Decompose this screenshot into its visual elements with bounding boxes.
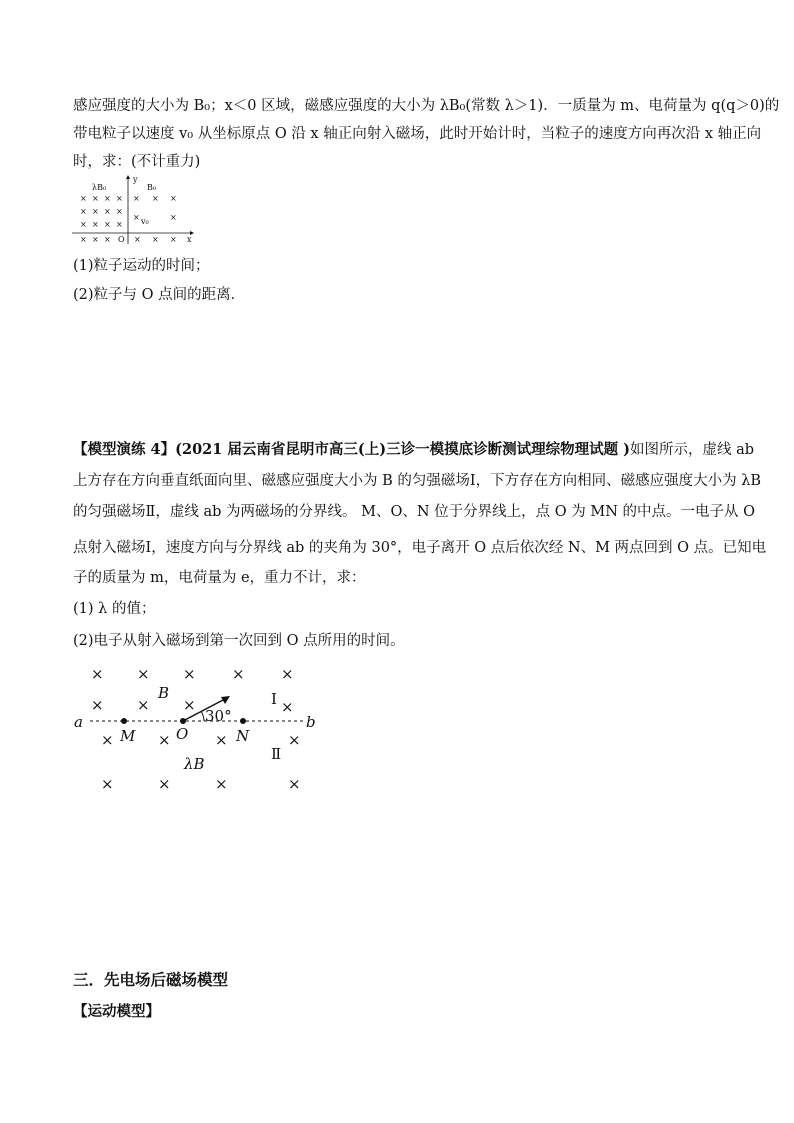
angle-arc: [201, 711, 204, 721]
problem3-question2: (2)粒子与 O 点间的距离．: [73, 287, 246, 303]
label-field-lambda-b: λB: [184, 755, 205, 773]
problem4-tag: 【模型演练 4】: [73, 441, 176, 458]
cross-mark: ×: [281, 665, 294, 683]
problem4-line2: 上方存在方向垂直纸面向里、磁感应强度大小为 B 的匀强磁场Ⅰ，下方存在方向相同、磁感应强度大小为 λB: [73, 473, 762, 489]
cross-mark: ×: [91, 696, 104, 714]
cross-mark: ×: [92, 220, 99, 229]
v0-label: v₀: [141, 217, 149, 226]
cross-mark: ×: [101, 731, 114, 749]
label-field-b: B: [158, 684, 170, 702]
cross-mark: ×: [133, 194, 140, 203]
label-n: N: [236, 727, 250, 745]
cross-mark: ×: [137, 665, 150, 683]
cross-mark: ×: [116, 194, 123, 203]
cross-mark: ×: [133, 213, 140, 222]
cross-mark: ×: [152, 194, 159, 203]
lambda-b0-label: λB₀: [92, 183, 107, 192]
cross-mark: ×: [134, 235, 141, 244]
cross-mark: ×: [183, 696, 196, 714]
section-subheading: 【运动模型】: [73, 1003, 160, 1020]
label-m: M: [120, 727, 136, 745]
magnetic-field-figure-2: [70, 660, 330, 800]
cross-mark: ×: [80, 194, 87, 203]
cross-mark: ×: [183, 665, 196, 683]
cross-mark: ×: [158, 775, 171, 793]
label-o: O: [176, 725, 189, 743]
magnetic-field-figure-1: [72, 172, 202, 248]
point-n: [240, 718, 246, 724]
problem4-source: (2021 届云南省昆明市高三(上)三诊一模摸底诊断测试理综物理试题 ): [175, 441, 631, 458]
cross-mark: ×: [80, 235, 87, 244]
label-a: a: [74, 713, 83, 731]
b0-label: B₀: [147, 183, 157, 192]
cross-mark: ×: [158, 731, 171, 749]
cross-mark: ×: [92, 194, 99, 203]
cross-mark: ×: [137, 696, 150, 714]
problem4-line5: 子的质量为 m，电荷量为 e，重力不计，求：: [73, 570, 366, 586]
origin-label: O: [118, 235, 125, 244]
problem4-question1: (1) λ 的值；: [73, 601, 156, 617]
y-axis-arrow: [126, 175, 130, 179]
cross-mark: ×: [116, 220, 123, 229]
label-region-2: Ⅱ: [271, 745, 282, 763]
angle-label: 30°: [205, 707, 232, 725]
left-field-crosses: [80, 194, 123, 244]
problem3-question1: (1)粒子运动的时间；: [73, 258, 210, 274]
label-b: b: [306, 713, 316, 731]
cross-mark: ×: [288, 731, 301, 749]
cross-mark: ×: [104, 207, 111, 216]
cross-mark: ×: [215, 775, 228, 793]
problem4-line4: 点射入磁场Ⅰ，速度方向与分界线 ab 的夹角为 30°，电子离开 O 点后依次经 N、M 两点回到 O 点。已知电: [73, 540, 767, 556]
cross-mark: ×: [288, 775, 301, 793]
x-axis-label: x: [187, 235, 192, 244]
label-region-1: Ⅰ: [271, 690, 277, 708]
section-heading: 三．先电场后磁场模型: [73, 970, 229, 989]
cross-mark: ×: [92, 207, 99, 216]
cross-mark: ×: [170, 194, 177, 203]
cross-mark: ×: [104, 235, 111, 244]
cross-mark: ×: [104, 220, 111, 229]
cross-mark: ×: [170, 213, 177, 222]
right-field-crosses: [133, 194, 177, 244]
upper-field-crosses: [91, 665, 294, 716]
cross-mark: ×: [101, 775, 114, 793]
cross-mark: ×: [80, 220, 87, 229]
cross-mark: ×: [116, 207, 123, 216]
cross-mark: ×: [281, 698, 294, 716]
cross-mark: ×: [215, 731, 228, 749]
problem4-line1: [73, 438, 754, 459]
problem4-question2: (2)电子从射入磁场到第一次回到 O 点所用的时间。: [73, 633, 405, 649]
cross-mark: ×: [170, 235, 177, 244]
problem3-line1: 感应强度的大小为 B₀；x＜0 区域，磁感应强度的大小为 λB₀(常数 λ＞1)．一质量为 m、电荷量为 q(q＞0)的: [73, 98, 780, 114]
problem3-line2: 带电粒子以速度 v₀ 从坐标原点 O 沿 x 轴正向射入磁场，此时开始计时，当粒子的速度方向再次沿 x 轴正向: [73, 126, 762, 142]
problem4-line1-rest: 如图所示，虚线 ab: [630, 442, 755, 458]
cross-mark: ×: [91, 665, 104, 683]
y-axis-label: y: [133, 175, 138, 184]
cross-mark: ×: [104, 194, 111, 203]
cross-mark: ×: [92, 235, 99, 244]
problem4-line3: 的匀强磁场Ⅱ，虚线 ab 为两磁场的分界线。 M、O、N 位于分界线上，点 O 为 MN 的中点。一电子从 O: [73, 504, 755, 520]
cross-mark: ×: [80, 207, 87, 216]
cross-mark: ×: [232, 665, 245, 683]
point-m: [121, 718, 127, 724]
cross-mark: ×: [152, 235, 159, 244]
problem3-line3: 时，求：(不计重力): [73, 154, 201, 170]
